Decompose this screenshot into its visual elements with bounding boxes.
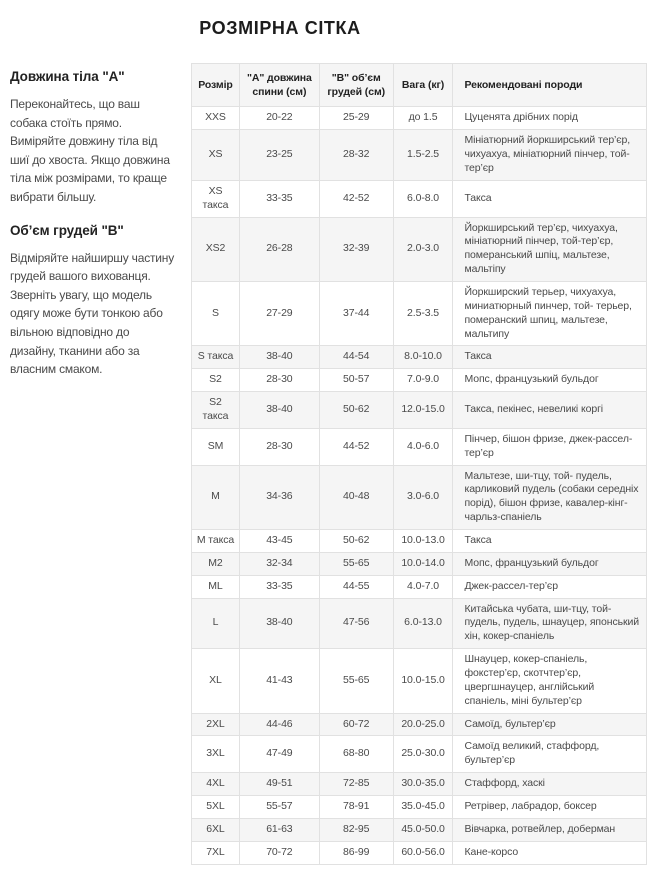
chest-volume-cell: 50-62 — [319, 392, 393, 429]
weight-cell: 4.0-7.0 — [393, 575, 453, 598]
back-length-cell: 38-40 — [239, 598, 319, 649]
table-row — [192, 465, 647, 529]
chest-volume-cell: 60-72 — [319, 713, 393, 736]
size-cell: 4XL — [192, 773, 240, 796]
size-cell: 6XL — [192, 818, 240, 841]
chest-volume-cell: 82-95 — [319, 818, 393, 841]
breeds-cell: Стаффорд, хаскі — [453, 773, 647, 796]
chest-volume-cell: 28-32 — [319, 130, 393, 181]
back-length-cell: 33-35 — [239, 180, 319, 217]
size-chart-table — [191, 63, 647, 865]
chest-volume-cell: 50-62 — [319, 529, 393, 552]
back-length-cell: 26-28 — [239, 217, 319, 281]
breeds-cell: Пінчер, бішон фризе, джек-рассел-тер’єр — [453, 428, 647, 465]
back-length-cell: 28-30 — [239, 369, 319, 392]
back-length-cell: 47-49 — [239, 736, 319, 773]
chest-volume-cell: 47-56 — [319, 598, 393, 649]
table-row — [192, 130, 647, 181]
weight-cell: 35.0-45.0 — [393, 796, 453, 819]
size-cell: XXS — [192, 107, 240, 130]
size-chart-body — [192, 107, 647, 864]
weight-cell: 2.0-3.0 — [393, 217, 453, 281]
measure-info-sidebar — [10, 63, 191, 395]
back-length-cell: 43-45 — [239, 529, 319, 552]
breeds-cell: Джек-рассел-тер’єр — [453, 575, 647, 598]
back-length-cell: 70-72 — [239, 841, 319, 864]
back-length-cell: 23-25 — [239, 130, 319, 181]
back-length-cell: 28-30 — [239, 428, 319, 465]
table-row — [192, 713, 647, 736]
table-row — [192, 346, 647, 369]
size-cell: 2XL — [192, 713, 240, 736]
size-cell: S2 такса — [192, 392, 240, 429]
weight-cell: 20.0-25.0 — [393, 713, 453, 736]
size-cell: S такса — [192, 346, 240, 369]
chest-volume-cell: 44-55 — [319, 575, 393, 598]
breeds-cell: Самоїд великий, стаффорд, бультер’єр — [453, 736, 647, 773]
breeds-cell: Самоїд, бультер’єр — [453, 713, 647, 736]
size-cell: S — [192, 281, 240, 345]
back-length-cell: 33-35 — [239, 575, 319, 598]
content-area — [10, 63, 660, 865]
table-row — [192, 818, 647, 841]
weight-cell: 4.0-6.0 — [393, 428, 453, 465]
size-cell: SM — [192, 428, 240, 465]
table-row — [192, 736, 647, 773]
breeds-cell: Мініатюрний йоркширський тер’єр, чихуахуа, мініатюрний пінчер, той-тер’єр — [453, 130, 647, 181]
back-length-cell: 20-22 — [239, 107, 319, 130]
weight-cell: 10.0-13.0 — [393, 529, 453, 552]
back-length-cell: 34-36 — [239, 465, 319, 529]
table-row — [192, 841, 647, 864]
chest-volume-cell: 25-29 — [319, 107, 393, 130]
chest-volume-cell: 42-52 — [319, 180, 393, 217]
table-row — [192, 575, 647, 598]
size-cell: 3XL — [192, 736, 240, 773]
table-row — [192, 552, 647, 575]
weight-cell: 10.0-15.0 — [393, 649, 453, 713]
breeds-cell: Китайська чубата, ши-тцу, той- пудель, пудель, шнауцер, японський хін, кокер-спаніель — [453, 598, 647, 649]
chest-volume-cell: 55-65 — [319, 552, 393, 575]
breeds-cell: Вівчарка, ротвейлер, доберман — [453, 818, 647, 841]
chest-volume-cell: 78-91 — [319, 796, 393, 819]
weight-cell: 12.0-15.0 — [393, 392, 453, 429]
weight-cell: 7.0-9.0 — [393, 369, 453, 392]
table-row — [192, 796, 647, 819]
table-row — [192, 107, 647, 130]
weight-cell: 6.0-13.0 — [393, 598, 453, 649]
chest-volume-text: Відміряйте найширшу частину грудей вашого вихованця. Зверніть увагу, що модель одягу може бути тонкою або вільною відповідно до дизайну, тканини або за власним смаком. — [10, 250, 175, 377]
table-row — [192, 180, 647, 217]
weight-cell: 1.5-2.5 — [393, 130, 453, 181]
chest-volume-cell: 55-65 — [319, 649, 393, 713]
breeds-cell: Такса — [453, 346, 647, 369]
size-cell: 5XL — [192, 796, 240, 819]
table-row — [192, 529, 647, 552]
chest-volume-cell: 86-99 — [319, 841, 393, 864]
weight-cell: 3.0-6.0 — [393, 465, 453, 529]
chest-volume-cell: 40-48 — [319, 465, 393, 529]
chest-volume-cell: 44-54 — [319, 346, 393, 369]
back-length-cell: 41-43 — [239, 649, 319, 713]
breeds-cell: Шнауцер, кокер-спаніель, фокстер’єр, скотчтер’єр, цвергшнауцер, англійський спаніель, міні бультер’єр — [453, 649, 647, 713]
back-length-cell: 32-34 — [239, 552, 319, 575]
chest-volume-cell: 37-44 — [319, 281, 393, 345]
breeds-cell: Такса, пекінес, невеликі коргі — [453, 392, 647, 429]
size-cell: XL — [192, 649, 240, 713]
breeds-cell: Цуценята дрібних порід — [453, 107, 647, 130]
table-row — [192, 773, 647, 796]
weight-cell: 45.0-50.0 — [393, 818, 453, 841]
size-cell: XS — [192, 130, 240, 181]
chest-volume-cell: 72-85 — [319, 773, 393, 796]
weight-cell: 6.0-8.0 — [393, 180, 453, 217]
size-cell: S2 — [192, 369, 240, 392]
size-cell: XS2 — [192, 217, 240, 281]
chest-volume-cell: 44-52 — [319, 428, 393, 465]
back-length-cell: 61-63 — [239, 818, 319, 841]
weight-cell: до 1.5 — [393, 107, 453, 130]
back-length-cell: 55-57 — [239, 796, 319, 819]
back-length-cell: 49-51 — [239, 773, 319, 796]
breeds-cell: Мопс, французький бульдог — [453, 552, 647, 575]
col-weight: Вага (кг) — [393, 64, 453, 107]
table-row — [192, 649, 647, 713]
weight-cell: 25.0-30.0 — [393, 736, 453, 773]
back-length-cell: 38-40 — [239, 392, 319, 429]
body-length-text: Переконайтесь, що ваш собака стоїть прямо. Виміряйте довжину тіла від шиї до хвоста. Якщо довжина тіла між розмірами, то краще вибрати більшу. — [10, 97, 170, 204]
size-chart-header — [192, 64, 647, 107]
chest-volume-heading: Об’єм грудей "В" — [10, 222, 124, 238]
weight-cell: 2.5-3.5 — [393, 281, 453, 345]
breeds-cell: Йоркширский терьер, чихуахуа, миниатюрный пинчер, той- терьер, померанский шпиц, мальтезе, мальтипу — [453, 281, 647, 345]
table-row — [192, 598, 647, 649]
back-length-cell: 44-46 — [239, 713, 319, 736]
chest-volume-cell: 68-80 — [319, 736, 393, 773]
size-cell: M — [192, 465, 240, 529]
breeds-cell: Ретрівер, лабрадор, боксер — [453, 796, 647, 819]
table-row — [192, 281, 647, 345]
size-cell: 7XL — [192, 841, 240, 864]
size-cell: M такса — [192, 529, 240, 552]
weight-cell: 30.0-35.0 — [393, 773, 453, 796]
size-cell: ML — [192, 575, 240, 598]
col-breeds: Рекомендовані породи — [453, 64, 647, 107]
breeds-cell: Такса — [453, 180, 647, 217]
size-cell: M2 — [192, 552, 240, 575]
body-length-heading: Довжина тіла "А" — [10, 69, 125, 84]
breeds-cell: Мопс, французький бульдог — [453, 369, 647, 392]
back-length-cell: 27-29 — [239, 281, 319, 345]
page-title: РОЗМІРНА СІТКА — [199, 18, 361, 38]
breeds-cell: Мальтезе, ши-тцу, той- пудель, карликовий пудель (собаки середніх порід), бішон фризе, кавалер-кінг-чарльз-спаніель — [453, 465, 647, 529]
breeds-cell: Такса — [453, 529, 647, 552]
col-size: Розмір — [192, 64, 240, 107]
table-row — [192, 369, 647, 392]
breeds-cell: Кане-корсо — [453, 841, 647, 864]
chest-volume-cell: 32-39 — [319, 217, 393, 281]
size-cell: L — [192, 598, 240, 649]
col-back-length: "А" довжина спини (см) — [239, 64, 319, 107]
weight-cell: 60.0-56.0 — [393, 841, 453, 864]
table-row — [192, 428, 647, 465]
chest-volume-cell: 50-57 — [319, 369, 393, 392]
col-chest-volume: "В" об’єм грудей (см) — [319, 64, 393, 107]
size-cell: XS такса — [192, 180, 240, 217]
back-length-cell: 38-40 — [239, 346, 319, 369]
table-row — [192, 392, 647, 429]
weight-cell: 8.0-10.0 — [393, 346, 453, 369]
breeds-cell: Йоркширський тер’єр, чихуахуа, мініатюрний пінчер, той-тер’єр, померанський шпіц, мальтезе, мальтіпу — [453, 217, 647, 281]
table-row — [192, 217, 647, 281]
weight-cell: 10.0-14.0 — [393, 552, 453, 575]
